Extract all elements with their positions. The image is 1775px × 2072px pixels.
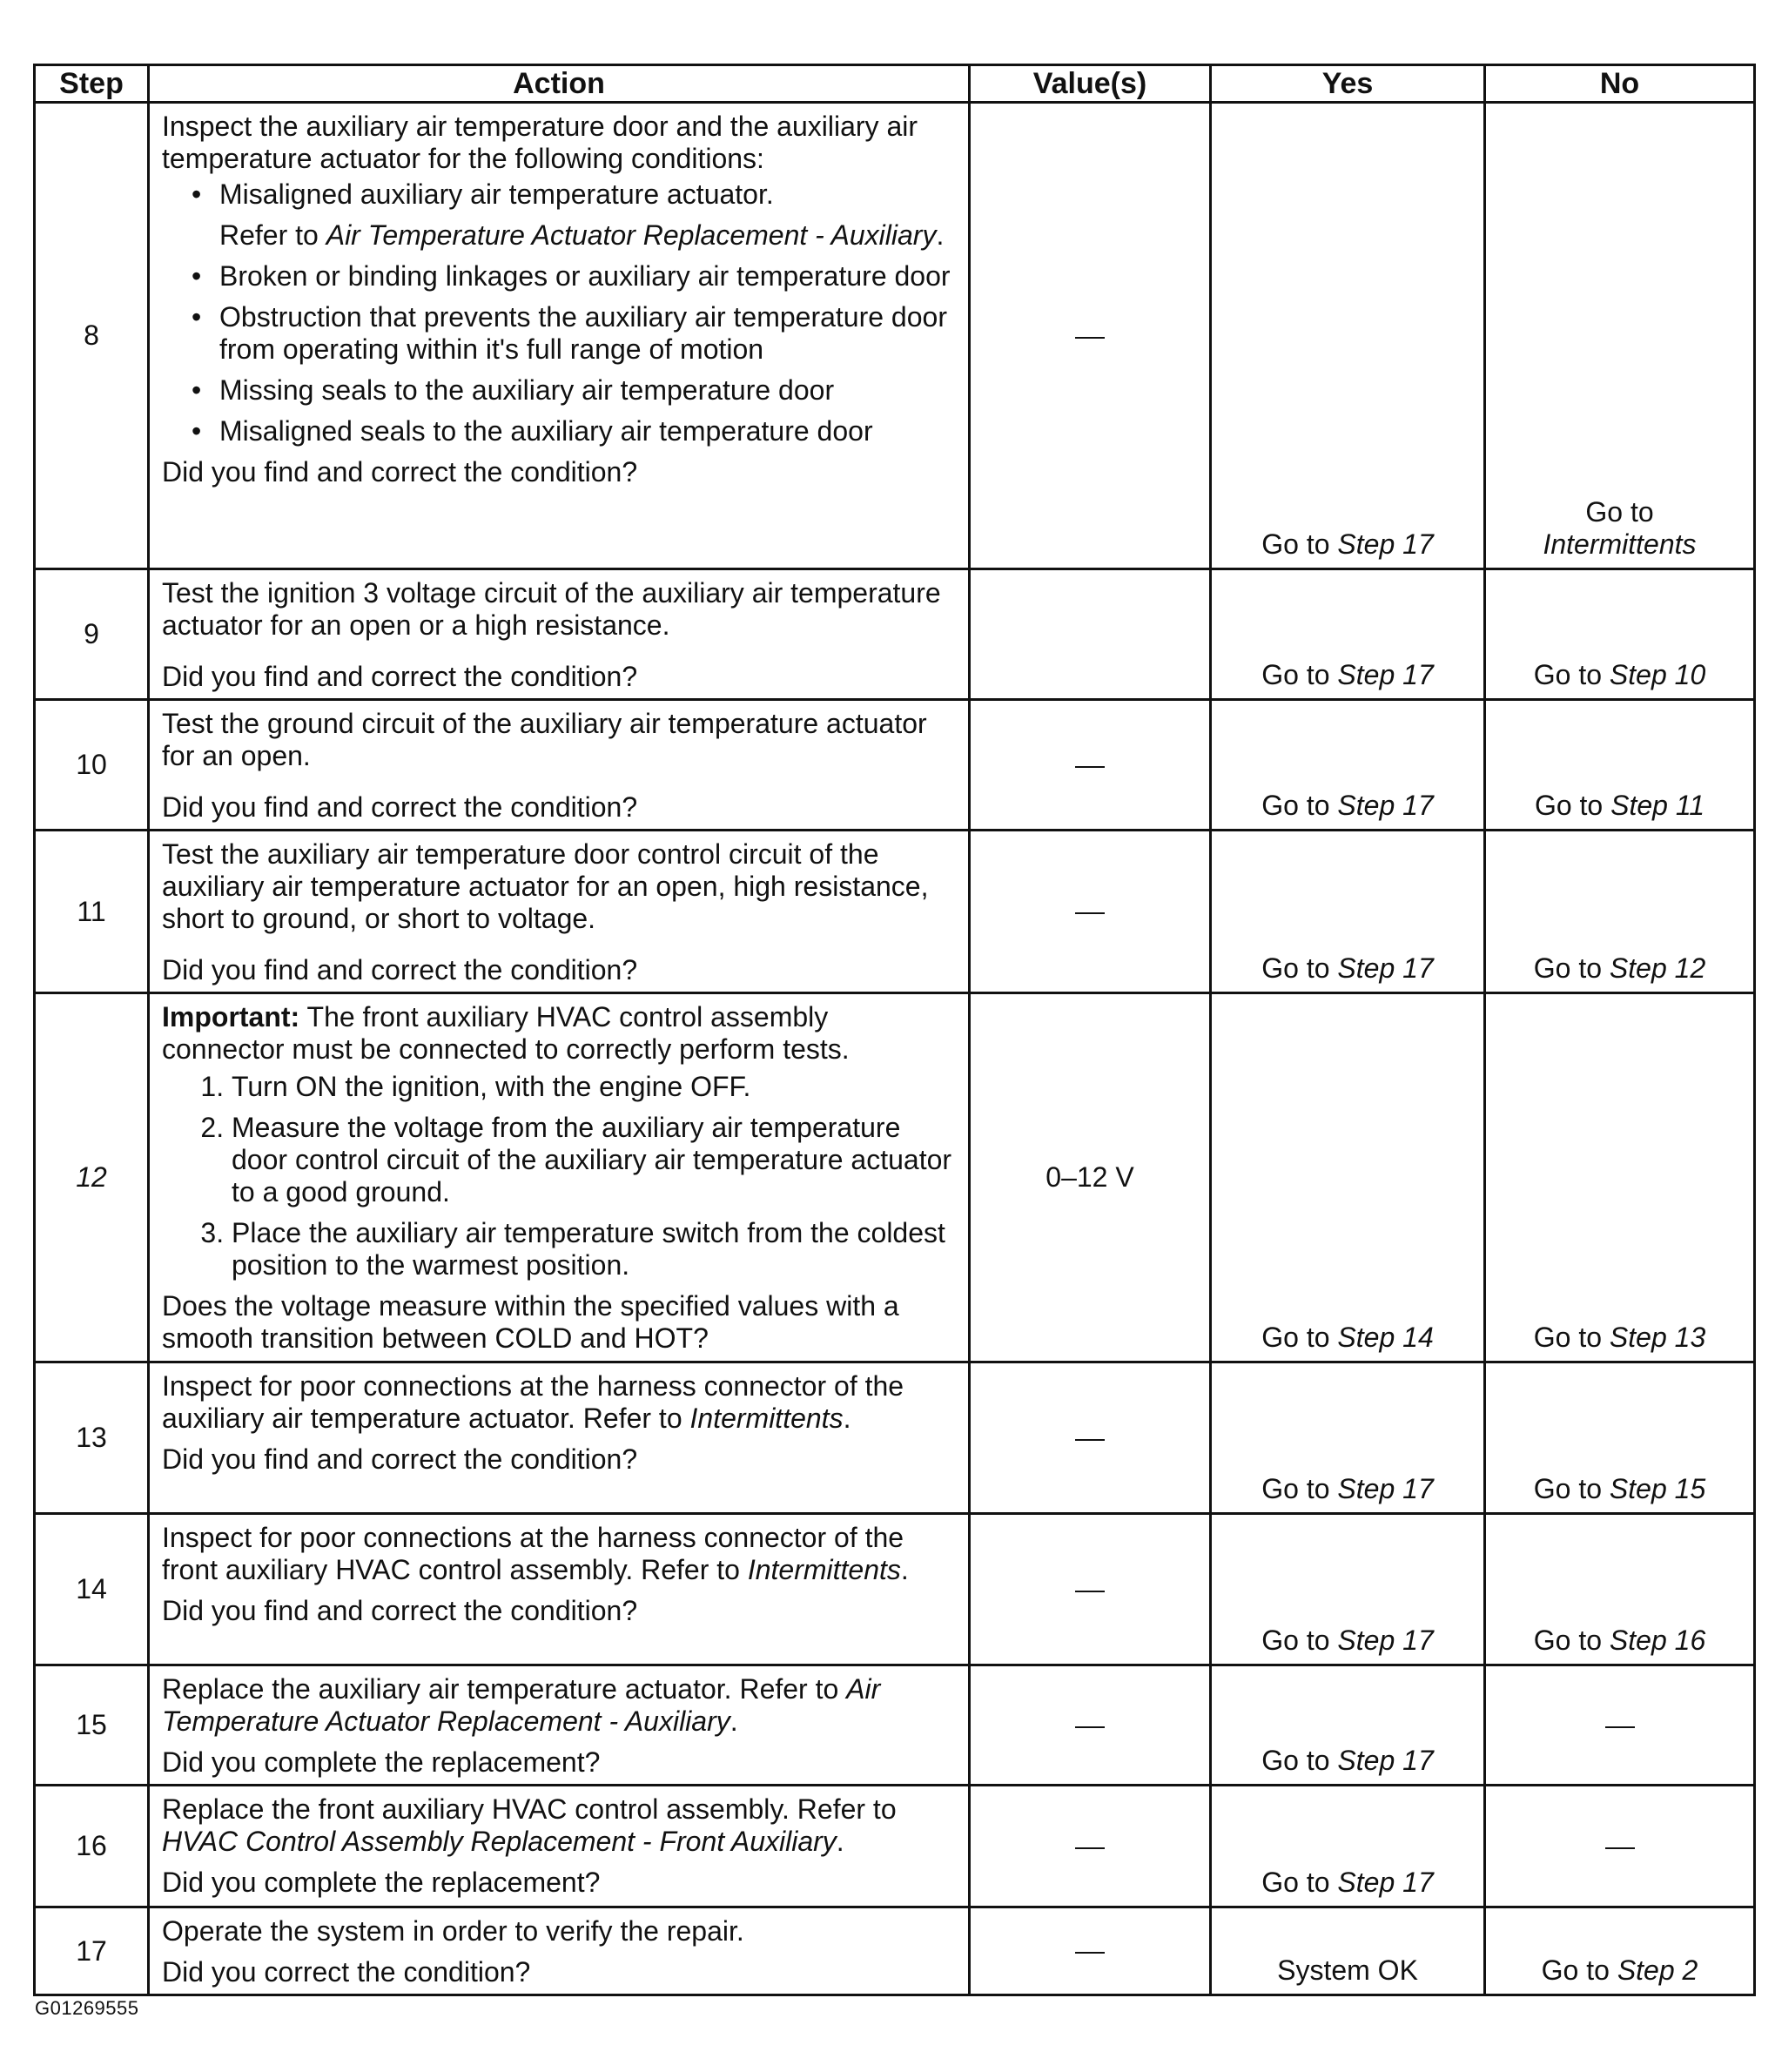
step-number: 10 bbox=[35, 700, 149, 831]
step-number: 14 bbox=[35, 1514, 149, 1665]
empty-dash bbox=[1075, 912, 1105, 914]
yes-cell: Go to Step 14 bbox=[1211, 993, 1485, 1362]
procedure-steps bbox=[162, 1071, 958, 1282]
goto-link[interactable]: Step 17 bbox=[1337, 1867, 1434, 1898]
yes-cell: Go to Step 17 bbox=[1211, 569, 1485, 700]
action-text: Inspect for poor connections at the harness connector of the front auxiliary HVAC control assembly. Refer to Intermittents. bbox=[162, 1522, 909, 1585]
goto-link[interactable]: Step 17 bbox=[1337, 1745, 1434, 1776]
action-cell bbox=[149, 1786, 970, 1907]
list-item: 3. Place the auxiliary air temperature switch from the coldest position to the warmest position. bbox=[232, 1217, 958, 1282]
no-cell bbox=[1485, 1665, 1755, 1786]
action-question: Did you find and correct the condition? bbox=[162, 1595, 638, 1626]
header-no: No bbox=[1485, 65, 1755, 103]
action-text: Replace the auxiliary air temperature actuator. Refer to Air Temperature Actuator Replacement - Auxiliary. bbox=[162, 1673, 881, 1737]
no-cell: Go to Step 11 bbox=[1485, 700, 1755, 831]
yes-cell: Go to Step 17 bbox=[1211, 1514, 1485, 1665]
step-number: 8 bbox=[35, 103, 149, 569]
goto-link[interactable]: Step 17 bbox=[1337, 1473, 1434, 1504]
goto-link[interactable]: Step 17 bbox=[1337, 659, 1434, 690]
action-question: Did you find and correct the condition? bbox=[162, 661, 638, 692]
step-number: 9 bbox=[35, 569, 149, 700]
yes-cell: Go to Step 17 bbox=[1211, 1786, 1485, 1907]
reference-link[interactable]: Air Temperature Actuator Replacement - Auxiliary bbox=[326, 219, 937, 251]
yes-cell: Go to Step 17 bbox=[1211, 831, 1485, 993]
condition-list bbox=[162, 178, 958, 447]
yes-cell: Go to Step 17 bbox=[1211, 1362, 1485, 1514]
action-question: Did you find and correct the condition? bbox=[162, 954, 638, 986]
no-cell: Go to Step 13 bbox=[1485, 993, 1755, 1362]
reference-text: Refer to Air Temperature Actuator Replacement - Auxiliary. bbox=[219, 219, 945, 251]
table-header-row bbox=[35, 65, 1755, 103]
table-row bbox=[35, 569, 1755, 700]
action-cell bbox=[149, 1907, 970, 1995]
reference-link[interactable]: Air Temperature Actuator Replacement - Auxiliary bbox=[162, 1673, 881, 1737]
reference-link[interactable]: Intermittents bbox=[689, 1403, 844, 1434]
action-question: Does the voltage measure within the specified values with a smooth transition between COLD and HOT? bbox=[162, 1290, 899, 1354]
action-cell bbox=[149, 700, 970, 831]
action-question: Did you correct the condition? bbox=[162, 1956, 531, 1988]
header-action: Action bbox=[149, 65, 970, 103]
goto-link[interactable]: Step 17 bbox=[1337, 528, 1434, 560]
list-item: 2. Measure the voltage from the auxiliary air temperature door control circuit of the auxiliary air temperature actuator to a good ground. bbox=[232, 1112, 958, 1208]
empty-dash bbox=[1075, 1591, 1105, 1592]
no-cell: Go to Step 12 bbox=[1485, 831, 1755, 993]
step-number: 17 bbox=[35, 1907, 149, 1995]
goto-link[interactable]: Step 17 bbox=[1337, 952, 1434, 984]
diagnostic-table bbox=[33, 64, 1756, 1996]
action-question: Did you complete the replacement? bbox=[162, 1746, 601, 1778]
value-cell bbox=[970, 700, 1211, 831]
empty-dash bbox=[1075, 1726, 1105, 1728]
empty-dash bbox=[1605, 1726, 1635, 1728]
figure-code: G01269555 bbox=[35, 1997, 139, 2019]
action-question: Did you find and correct the condition? bbox=[162, 1443, 638, 1475]
action-text: Operate the system in order to verify the repair. bbox=[162, 1915, 744, 1947]
goto-link[interactable]: Step 11 bbox=[1610, 790, 1705, 821]
action-question: Did you find and correct the condition? bbox=[162, 456, 638, 488]
action-question: Did you find and correct the condition? bbox=[162, 791, 638, 823]
action-cell bbox=[149, 1665, 970, 1786]
empty-dash bbox=[1605, 1847, 1635, 1849]
step-number: 11 bbox=[35, 831, 149, 993]
action-intro: Inspect the auxiliary air temperature door and the auxiliary air temperature actuator for the following conditions: bbox=[162, 111, 918, 174]
action-text: Test the auxiliary air temperature door control circuit of the auxiliary air temperature actuator for an open, high resistance, short to ground, or short to voltage. bbox=[162, 838, 929, 934]
no-cell: Go to Step 16 bbox=[1485, 1514, 1755, 1665]
value-cell bbox=[970, 1514, 1211, 1665]
empty-dash bbox=[1075, 1847, 1105, 1849]
goto-link[interactable]: Step 15 bbox=[1609, 1473, 1706, 1504]
yes-cell: Go to Step 17 bbox=[1211, 1665, 1485, 1786]
action-cell bbox=[149, 993, 970, 1362]
no-cell: Go to Intermittents bbox=[1485, 103, 1755, 569]
goto-link[interactable]: Step 17 bbox=[1337, 1625, 1434, 1656]
goto-link[interactable]: Intermittents bbox=[1543, 528, 1697, 560]
list-item: • Obstruction that prevents the auxiliary air temperature door from operating within it's full range of motion bbox=[219, 301, 958, 366]
action-text: Inspect for poor connections at the harness connector of the auxiliary air temperature actuator. Refer to Intermittents. bbox=[162, 1370, 904, 1434]
table-row bbox=[35, 993, 1755, 1362]
table-row bbox=[35, 1665, 1755, 1786]
value-cell bbox=[970, 1362, 1211, 1514]
action-cell bbox=[149, 103, 970, 569]
action-cell bbox=[149, 1514, 970, 1665]
table-row bbox=[35, 103, 1755, 569]
goto-link[interactable]: Step 10 bbox=[1609, 659, 1706, 690]
list-item: 1. Turn ON the ignition, with the engine OFF. bbox=[232, 1071, 958, 1103]
goto-link[interactable]: Step 12 bbox=[1609, 952, 1706, 984]
no-cell: Go to Step 2 bbox=[1485, 1907, 1755, 1995]
reference-link[interactable]: HVAC Control Assembly Replacement - Front Auxiliary bbox=[162, 1826, 837, 1857]
action-cell bbox=[149, 1362, 970, 1514]
table-row bbox=[35, 700, 1755, 831]
value-cell bbox=[970, 1907, 1211, 1995]
action-cell bbox=[149, 569, 970, 700]
table-row bbox=[35, 831, 1755, 993]
important-label: Important: bbox=[162, 1001, 300, 1033]
goto-link[interactable]: Step 13 bbox=[1609, 1322, 1706, 1353]
action-text: Test the ignition 3 voltage circuit of the auxiliary air temperature actuator for an open or a high resistance. bbox=[162, 577, 941, 641]
empty-dash bbox=[1075, 337, 1105, 339]
action-text: Test the ground circuit of the auxiliary air temperature actuator for an open. bbox=[162, 708, 927, 771]
goto-link[interactable]: Step 14 bbox=[1337, 1322, 1434, 1353]
goto-link[interactable]: Step 2 bbox=[1617, 1954, 1698, 1986]
yes-cell: Go to Step 17 bbox=[1211, 103, 1485, 569]
important-note: Important: The front auxiliary HVAC control assembly connector must be connected to correctly perform tests. bbox=[162, 1001, 850, 1065]
table-row bbox=[35, 1786, 1755, 1907]
header-yes: Yes bbox=[1211, 65, 1485, 103]
no-cell: Go to Step 10 bbox=[1485, 569, 1755, 700]
step-number: 15 bbox=[35, 1665, 149, 1786]
no-cell: Go to Step 15 bbox=[1485, 1362, 1755, 1514]
empty-dash bbox=[1075, 1439, 1105, 1441]
yes-cell: Go to Step 17 bbox=[1211, 700, 1485, 831]
step-number: 16 bbox=[35, 1786, 149, 1907]
no-cell bbox=[1485, 1786, 1755, 1907]
value-cell bbox=[970, 831, 1211, 993]
header-values: Value(s) bbox=[970, 65, 1211, 103]
yes-cell: System OK bbox=[1211, 1907, 1485, 1995]
value-cell bbox=[970, 1786, 1211, 1907]
header-step: Step bbox=[35, 65, 149, 103]
action-cell bbox=[149, 831, 970, 993]
step-number: 13 bbox=[35, 1362, 149, 1514]
value-cell: 0–12 V bbox=[970, 993, 1211, 1362]
value-cell bbox=[970, 103, 1211, 569]
step-number: 12 bbox=[35, 993, 149, 1362]
goto-link[interactable]: Step 17 bbox=[1337, 790, 1434, 821]
empty-dash bbox=[1075, 766, 1105, 768]
table-row bbox=[35, 1907, 1755, 1995]
value-cell bbox=[970, 1665, 1211, 1786]
list-item: • Broken or binding linkages or auxiliary air temperature door bbox=[219, 260, 958, 293]
list-item: • Misaligned auxiliary air temperature actuator. Refer to Air Temperature Actuator Replacement - Auxiliary. bbox=[219, 178, 958, 252]
list-item: • Misaligned seals to the auxiliary air temperature door bbox=[219, 415, 958, 447]
table-row bbox=[35, 1362, 1755, 1514]
reference-link[interactable]: Intermittents bbox=[747, 1554, 901, 1585]
goto-link[interactable]: Step 16 bbox=[1609, 1625, 1706, 1656]
action-text: Replace the front auxiliary HVAC control assembly. Refer to HVAC Control Assembly Replacement - Front Auxiliary. bbox=[162, 1793, 897, 1857]
action-question: Did you complete the replacement? bbox=[162, 1867, 601, 1898]
table-row bbox=[35, 1514, 1755, 1665]
list-item: • Missing seals to the auxiliary air temperature door bbox=[219, 374, 958, 407]
value-cell bbox=[970, 569, 1211, 700]
empty-dash bbox=[1075, 1952, 1105, 1954]
